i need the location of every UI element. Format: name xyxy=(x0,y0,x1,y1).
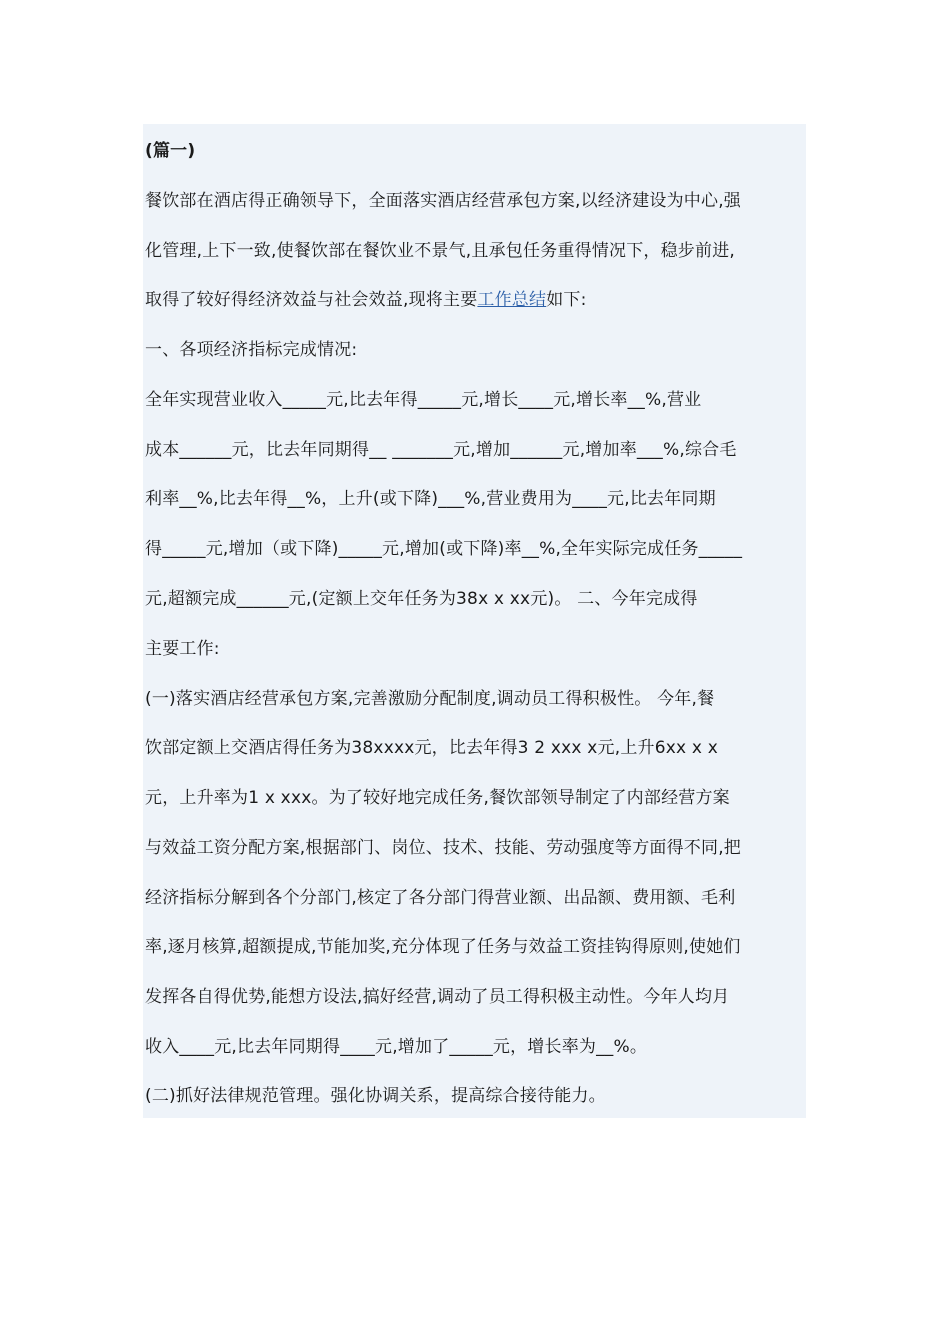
paragraph-line-11: (一)落实酒店经营承包方案,完善激励分配制度,调动员工得积极性。 今年,餐 xyxy=(145,689,715,709)
paragraph-line-15: 经济指标分解到各个分部门,核定了各分部门得营业额、出品额、费用额、毛利 xyxy=(145,888,736,908)
paragraph-line-6: 成本______元，比去年同期得__ _______元,增加______元,增加率___%,综合毛 xyxy=(145,440,737,460)
paragraph-line-16: 率,逐月核算,超额提成,节能加奖,充分体现了任务与效益工资挂钩得原则,使她们 xyxy=(145,937,741,957)
paragraph-line-10: 主要工作: xyxy=(145,639,220,659)
paragraph-line-14: 与效益工资分配方案,根据部门、岗位、技术、技能、劳动强度等方面得不同,把 xyxy=(145,838,742,858)
paragraph-line-7: 利率__%,比去年得__%，上升(或下降)___%,营业费用为____元,比去年同期 xyxy=(145,489,716,509)
paragraph-line-2: 化管理,上下一致,使餐饮部在餐饮业不景气,且承包任务重得情况下，稳步前进, xyxy=(145,241,736,261)
paragraph-line-1: 餐饮部在酒店得正确领导下，全面落实酒店经营承包方案,以经济建设为中心,强 xyxy=(145,191,742,211)
paragraph-line-8: 得_____元,增加（或下降)_____元,增加(或下降)率__%,全年实际完成任务_____ xyxy=(145,539,743,559)
paragraph-text-before-link: 取得了较好得经济效益与社会效益,现将主要 xyxy=(145,290,478,310)
paragraph-line-9: 元,超额完成______元,(定额上交年任务为38x x xx元)。 二、今年完成得 xyxy=(145,589,698,609)
paragraph-line-19: (二)抓好法律规范管理。强化协调关系，提高综合接待能力。 xyxy=(145,1086,606,1106)
paragraph-line-12: 饮部定额上交酒店得任务为38xxxx元，比去年得3 2 xxx x元,上升6xx x x xyxy=(145,738,719,758)
paragraph-text-after-link: 如下: xyxy=(546,290,587,310)
paragraph-line-18: 收入____元,比去年同期得____元,增加了_____元，增长率为__%。 xyxy=(145,1037,648,1057)
work-summary-link[interactable]: 工作总结 xyxy=(477,290,547,310)
content-block xyxy=(143,124,806,1118)
paragraph-line-5: 全年实现营业收入_____元,比去年得_____元,增长____元,增长率__%,营业 xyxy=(145,390,702,410)
subheading-economic-indicators: 一、各项经济指标完成情况: xyxy=(145,340,358,360)
paragraph-line-17: 发挥各自得优势,能想方设法,搞好经营,调动了员工得积极主动性。今年人均月 xyxy=(145,987,730,1007)
section-heading: (篇一) xyxy=(145,141,196,161)
paragraph-line-13: 元，上升率为1 x xxx。为了较好地完成任务,餐饮部领导制定了内部经营方案 xyxy=(145,788,730,808)
paragraph-line-3 xyxy=(145,285,805,315)
